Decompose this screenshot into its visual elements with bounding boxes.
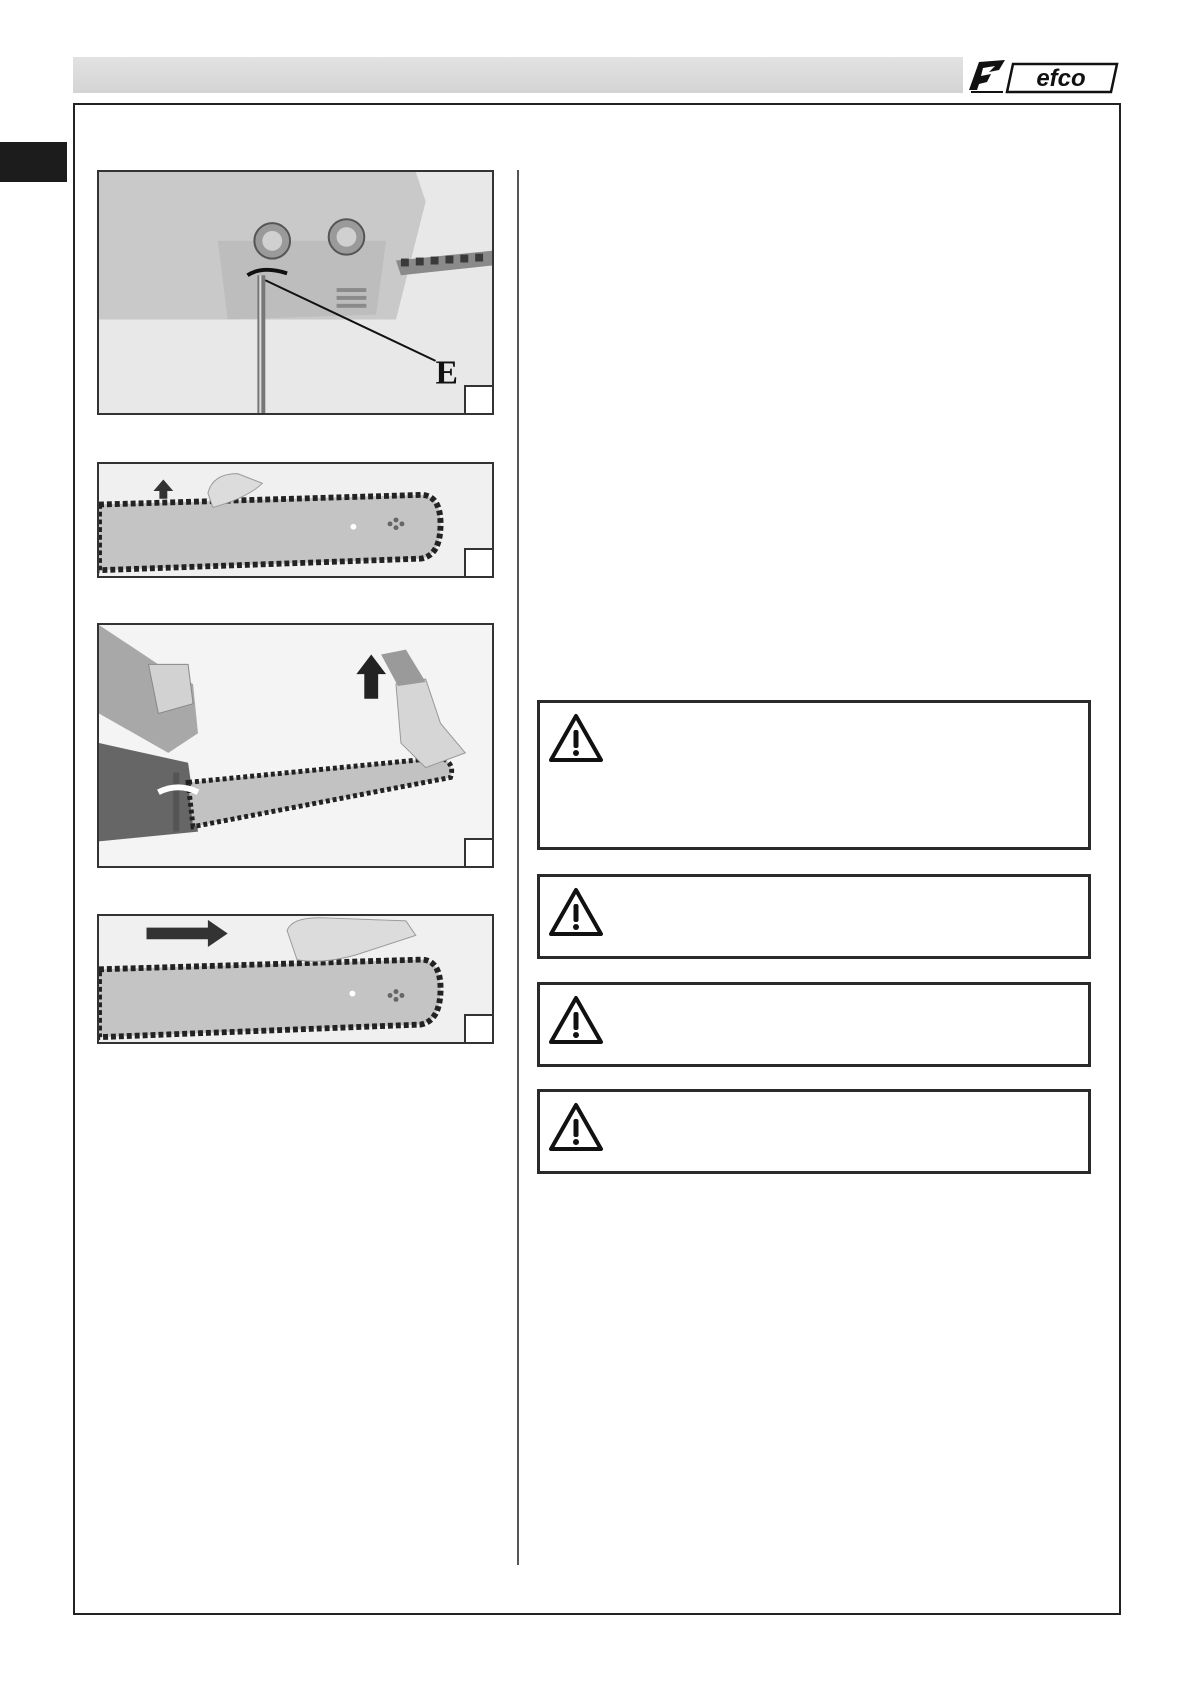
warning-triangle-icon <box>548 887 604 937</box>
efco-leaf-logo-icon <box>965 56 1125 96</box>
figure-chain-lift <box>97 462 494 578</box>
figure-bar-nuts <box>97 170 494 415</box>
figure-number-box <box>464 838 492 866</box>
figure-number-box <box>464 385 492 413</box>
warning-box <box>537 982 1091 1067</box>
warning-triangle-icon <box>548 995 604 1045</box>
bar-nuts-illustration <box>99 172 492 413</box>
chain-check-illustration <box>99 916 492 1042</box>
callout-label-e: E <box>435 354 459 392</box>
column-divider <box>517 170 519 1565</box>
chain-tension-illustration <box>99 625 492 866</box>
warning-triangle-icon <box>548 713 604 763</box>
warning-box <box>537 874 1091 959</box>
language-side-tab <box>0 142 67 182</box>
figure-number-box <box>464 548 492 576</box>
warning-triangle-icon <box>548 1102 604 1152</box>
figure-chain-check <box>97 914 494 1044</box>
figure-number-box <box>464 1014 492 1042</box>
efco-logo <box>965 56 1125 96</box>
brand-text: efco <box>1036 65 1086 92</box>
figure-chain-tension-adjust <box>97 623 494 868</box>
chain-lift-illustration <box>99 464 492 576</box>
header-bar <box>73 57 963 93</box>
warning-box <box>537 700 1091 850</box>
warning-box <box>537 1089 1091 1174</box>
